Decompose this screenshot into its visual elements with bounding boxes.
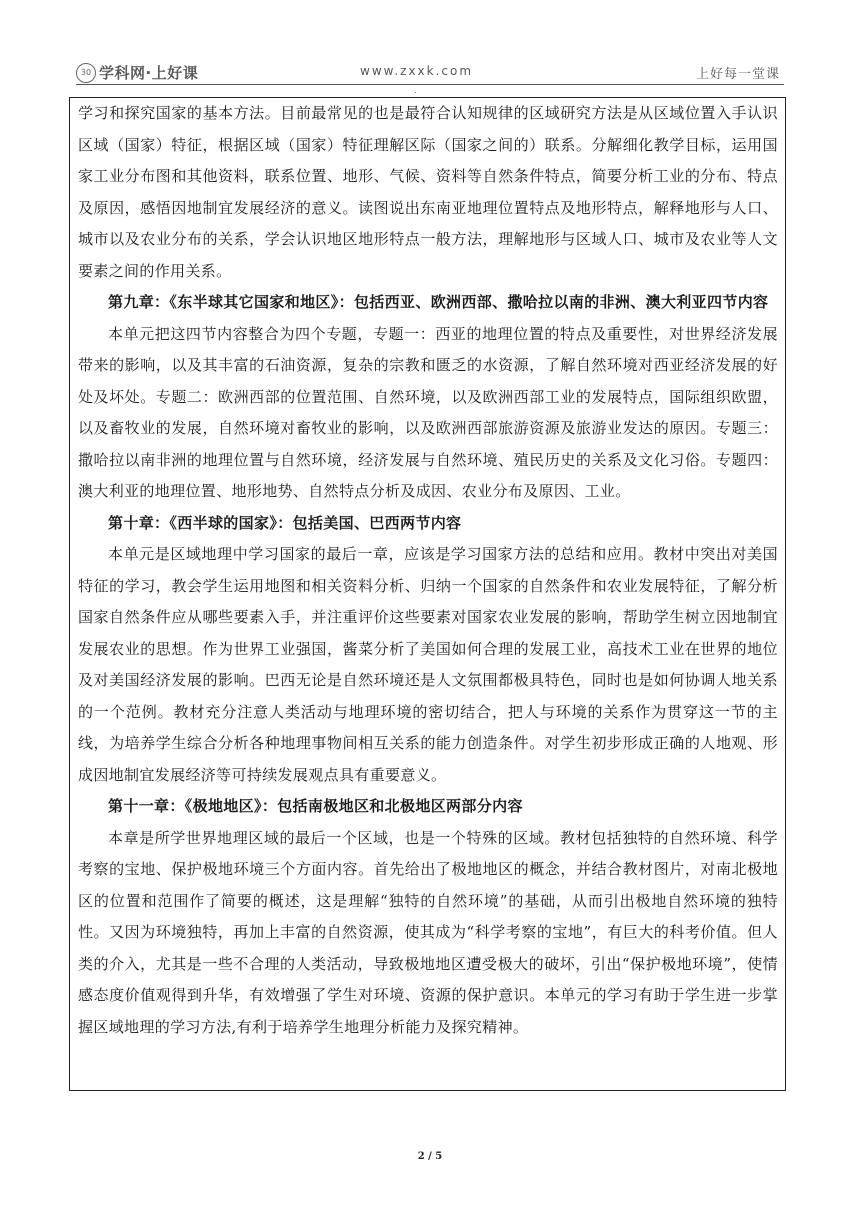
chapter-9-body: 本单元把这四节内容整合为四个专题，专题一：西亚的地理位置的特点及重要性，对世界经济发展带来的影响，以及其丰富的石油资源，复杂的宗教和匮乏的水资源，了解自然环境对西亚经济发展的好处及坏处。专题二：欧洲西部的位置范围、自然环境，以及欧洲西部工业的发展特点，国际组织欧盟，以及畜牧业的发展，自然环境对畜牧业的影响，以及欧洲西部旅游资源及旅游业发达的原因。专题三：撒哈拉以南非洲的地理位置与自然环境，经济发展与自然环境、殖民历史的关系及文化习俗。专题四：澳大利亚的地理位置、地形地势、自然特点分析及成因、农业分布及原因、工业。	[78, 324, 778, 500]
chapter-10-heading: 第十章：《西半球的国家》：包括美国、巴西两节内容	[108, 513, 462, 532]
logo-text: 学科网·上好课	[99, 64, 199, 82]
continuation-paragraph: 学习和探究国家的基本方法。目前最常见的也是最符合认知规律的区域研究方法是从区域位置入手认识区域（国家）特征，根据区域（国家）特征理解区际（国家之间的）联系。分解细化教学目标，运用国家工业分布图和其他资料，联系位置、地形、气候、资料等自然条件特点，简要分析工业的分布、特点及原因，感悟因地制宜发展经济的意义。读图说出东南亚地理位置特点及地形特点，解释地形与人口、城市以及农业分布的关系，学会认识地区地形特点一般方法，理解地形与区域人口、城市及农业等人文要素之间的作用关系。	[78, 104, 778, 280]
site-logo[interactable]	[76, 62, 198, 83]
chapter-11-heading: 第十一章：《极地地区》：包括南极地区和北极地区两部分内容	[108, 797, 523, 815]
page-header	[0, 0, 860, 100]
site-url[interactable]: www.zxxk.com	[360, 64, 474, 78]
header-dot: .	[414, 86, 417, 95]
header-slogan: 上好每一堂课	[695, 67, 780, 82]
chapter-9-heading: 第九章：《东半球其它国家和地区》：包括西亚、欧洲西部、撒哈拉以南的非洲、澳大利亚四节内容	[108, 293, 769, 311]
chapter-10-body: 本单元是区域地理中学习国家的最后一章，应该是学习国家方法的总结和应用。教材中突出对美国特征的学习，教会学生运用地图和相关资料分析、归纳一个国家的自然条件和农业发展特征，了解分析国家自然条件应从哪些要素入手，并注重评价这些要素对国家农业发展的影响，帮助学生树立因地制宜发展农业的思想。作为世界工业强国，酱菜分析了美国如何合理的发展工业，高技术工业在世界的地位及对美国经济发展的影响。巴西无论是自然环境还是人文氛围都极具特色，同时也是如何协调人地关系的一个范例。教材充分注意人类活动与地理环境的密切结合，把人与环境的关系作为贯穿这一节的主线，为培养学生综合分析各种地理事物间相互关系的能力创造条件。对学生初步形成正确的人地观、形成因地制宜发展经济等可持续发展观点具有重要意义。	[78, 545, 778, 784]
document-body	[78, 98, 778, 1043]
page-number: 2 / 5	[417, 1151, 443, 1162]
logo-badge-icon: 30	[76, 63, 96, 83]
chapter-11-body: 本章是所学世界地理区域的最后一个区域，也是一个特殊的区域。教材包括独特的自然环境、科学考察的宝地、保护极地环境三个方面内容。首先给出了极地地区的概念，并结合教材图片，对南北极地区的位置和范围作了简要的概述，这是理解“独特的自然环境”的基础，从而引出极地自然环境的独特性。又因为环境独特，再加上丰富的自然资源，使其成为“科学考察的宝地”，有巨大的科考价值。但人类的介入，尤其是一些不合理的人类活动，导致极地地区遭受极大的破坏，引出“保护极地环境”，使情感态度价值观得到升华，有效增强了学生对环境、资源的保护意识。本单元的学习有助于学生进一步掌握区域地理的学习方法,有利于培养学生地理分析能力及探究精神。	[78, 828, 778, 1036]
header-divider	[76, 84, 784, 85]
